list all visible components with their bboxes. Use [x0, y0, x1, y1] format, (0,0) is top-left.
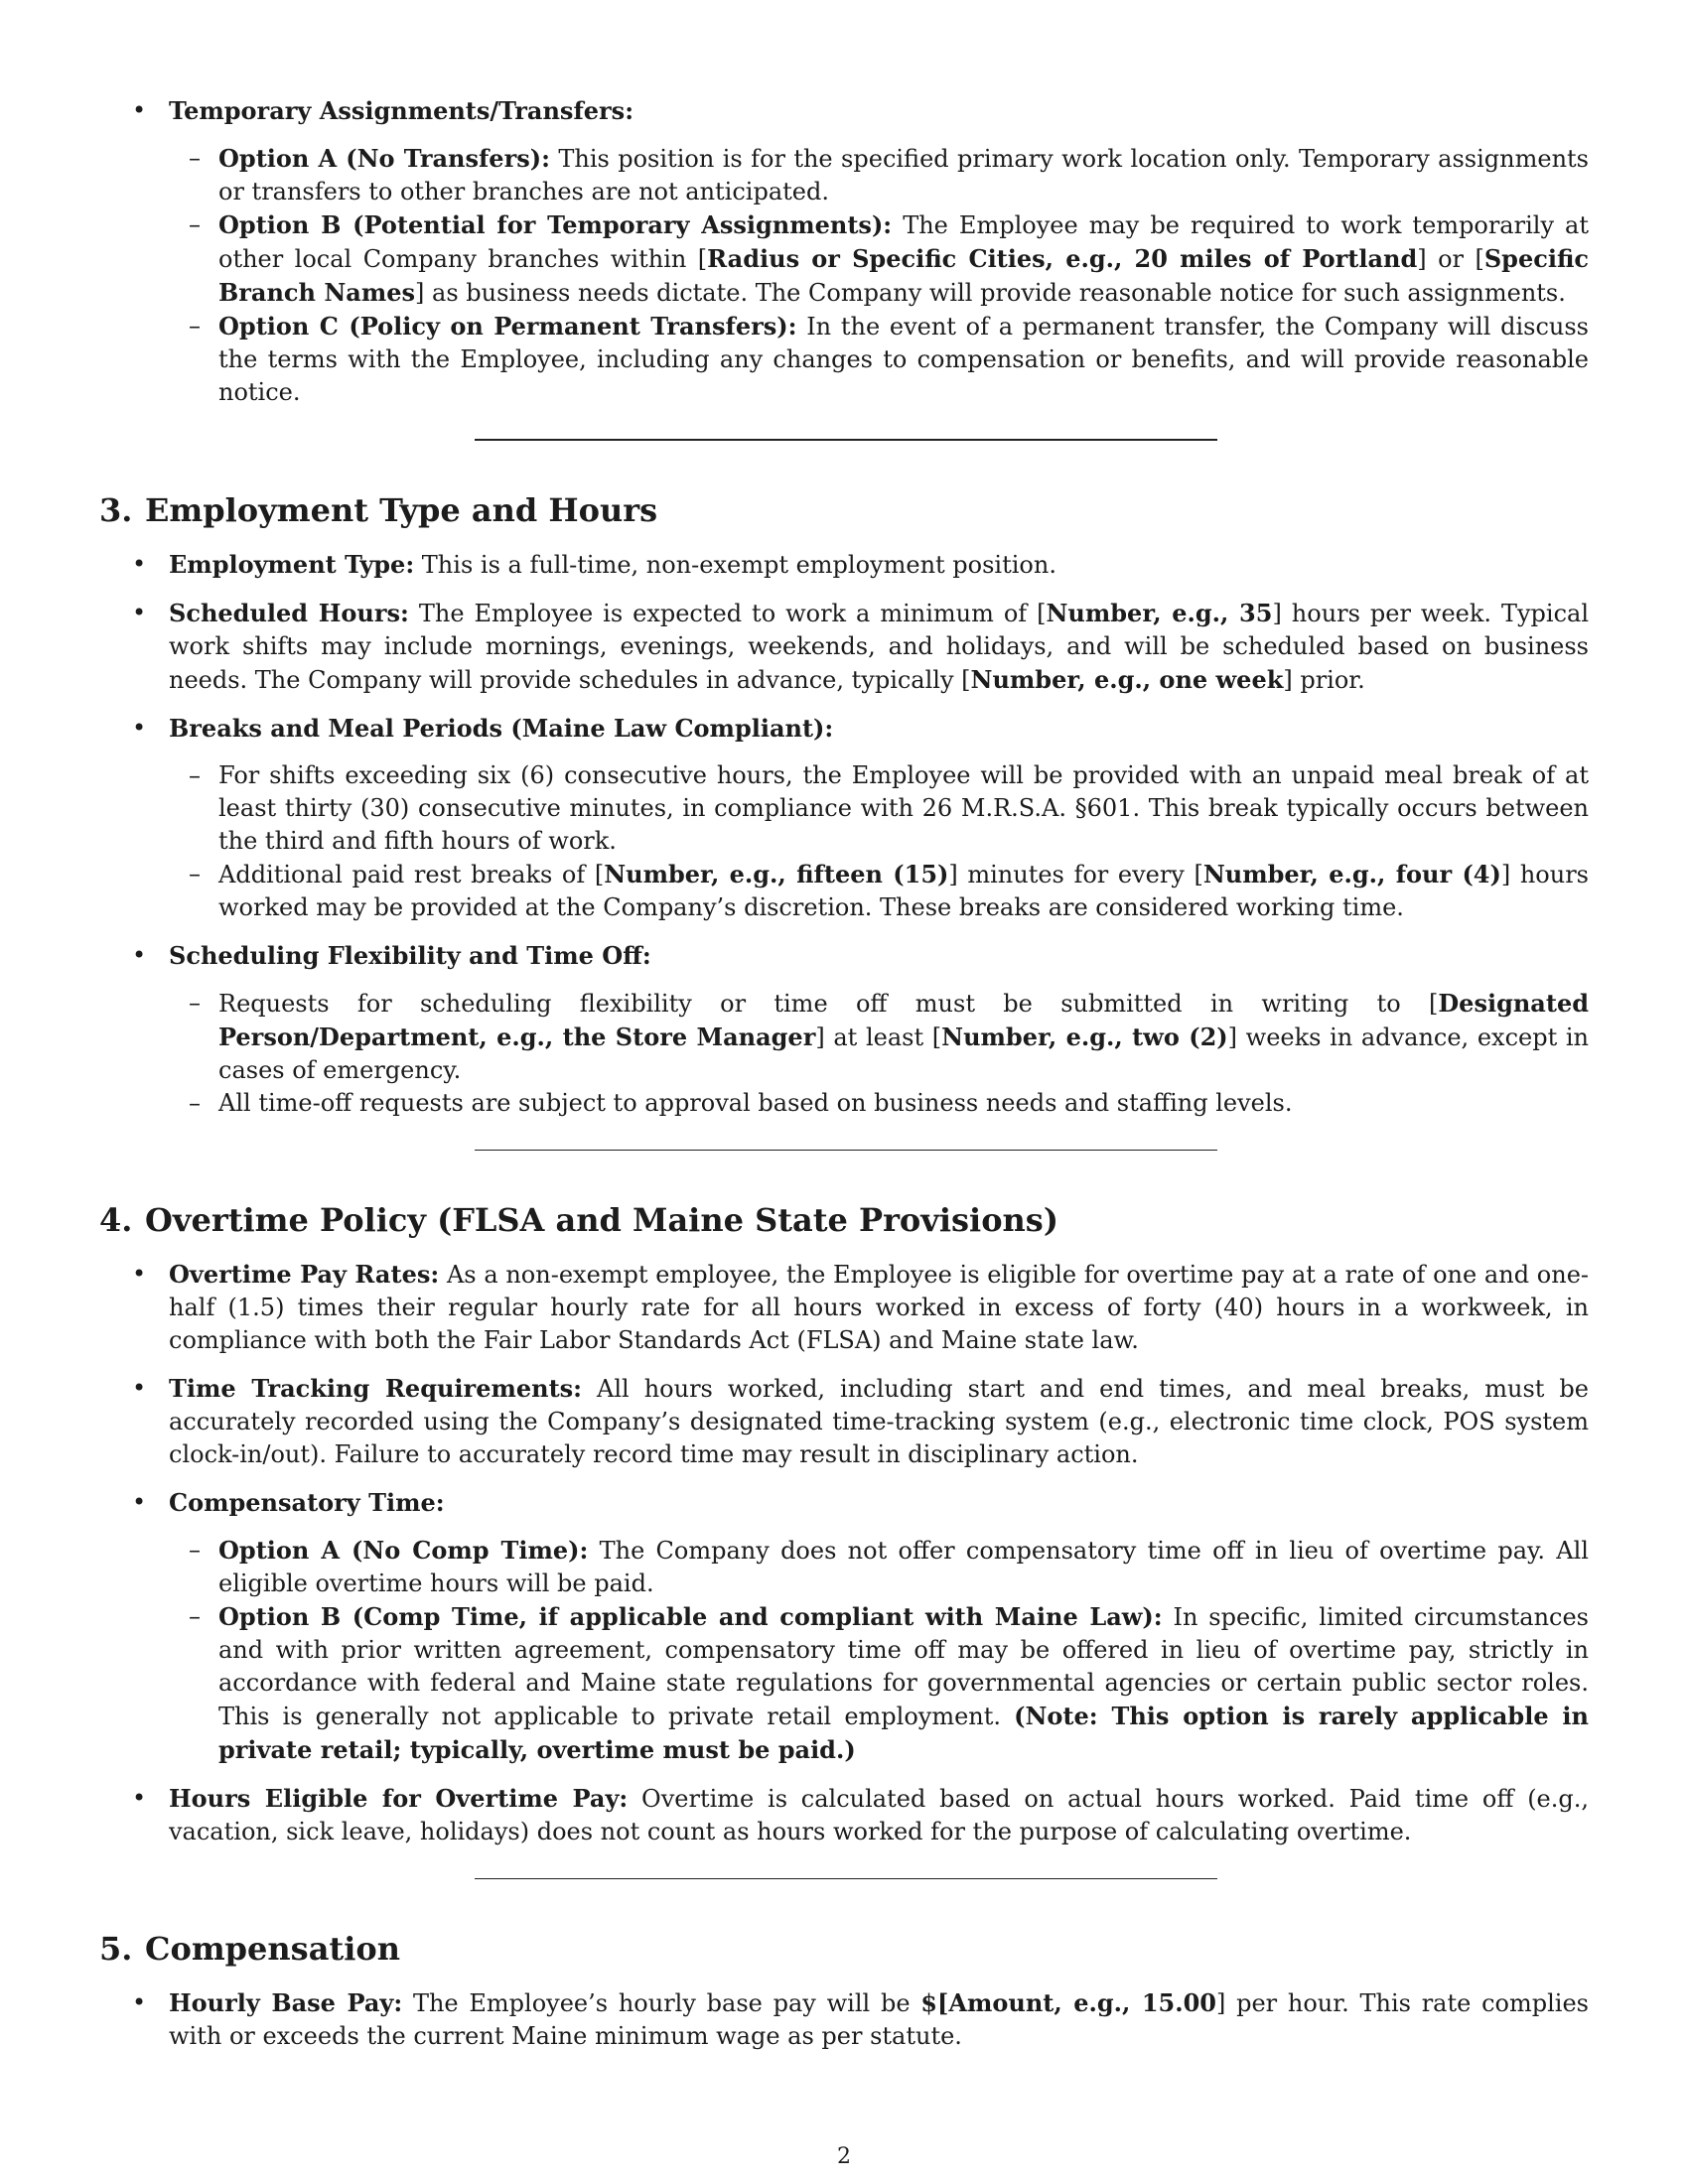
- list-item: [99, 939, 1589, 1120]
- placeholder-field: Number, e.g., one week: [970, 665, 1284, 694]
- item-label: Overtime Pay Rates:: [169, 1260, 440, 1289]
- list-item: [99, 1986, 1589, 2053]
- sub-list: [169, 759, 1589, 924]
- option-text: This position is for the specified primary work location only. Temporary assignments or transfers to other branches are not anticipated.: [218, 145, 1589, 205]
- list-item: [99, 94, 1589, 409]
- section-number: 5.: [99, 1930, 133, 1968]
- item-label: Scheduling Flexibility and Time Off:: [169, 941, 651, 970]
- option-label: Option B (Comp Time, if applicable and compliant with Maine Law):: [218, 1602, 1163, 1631]
- item-label: Hourly Base Pay:: [169, 1988, 403, 2017]
- note-text: (Note: This option is rarely applicable in private retail; typically, overtime must be paid.): [218, 1702, 1589, 1764]
- section-heading: [99, 490, 1589, 530]
- placeholder-field: Specific Branch Names: [218, 244, 1590, 307]
- option-text: The Company does not offer compensatory time off in lieu of overtime pay. All eligible overtime hours will be paid.: [218, 1537, 1589, 1597]
- list-item: [159, 1534, 1589, 1600]
- item-text: Overtime is calculated based on actual hours worked. Paid time off (e.g., vacation, sick leave, holidays) does not count as hours worked for the purpose of calculating overtime.: [169, 1785, 1590, 1845]
- option-label: Option A (No Transfers):: [218, 144, 550, 173]
- section-title: Overtime Policy (FLSA and Maine State Provisions): [145, 1201, 1058, 1239]
- item-text: All hours worked, including start and end times, and meal breaks, must be accurately recorded using the Company’s designated time-tracking system (e.g., electronic time clock, POS system clock-in/out). Failure to accurately record time may result in disciplinary action.: [169, 1375, 1589, 1468]
- placeholder-field: Number, e.g., fifteen (15): [604, 860, 949, 888]
- item-label: Time Tracking Requirements:: [169, 1374, 583, 1403]
- item-text: Additional paid rest breaks of [: [218, 861, 605, 888]
- item-label: Hours Eligible for Overtime Pay:: [169, 1784, 629, 1813]
- section-title: Employment Type and Hours: [145, 491, 658, 529]
- section-number: 4.: [99, 1201, 133, 1239]
- item-text: ] hours worked may be provided at the Company’s discretion. These breaks are considered working time.: [218, 861, 1589, 921]
- item-text: As a non-exempt employee, the Employee is eligible for overtime pay at a rate of one and one-half (1.5) times their regular hourly rate for all hours worked in excess of forty (40) hours in a workweek, in compliance with both the Fair Labor Standards Act (FLSA) and Maine state law.: [169, 1261, 1590, 1354]
- list-item: [159, 208, 1589, 310]
- placeholder-field: Number, e.g., two (2): [941, 1023, 1228, 1051]
- temp-assignments-label: Temporary Assignments/Transfers:: [169, 96, 634, 125]
- list-item: [99, 1258, 1589, 1357]
- item-text: ] minutes for every [: [948, 861, 1203, 888]
- item-text: The Employee is expected to work a minimum of [: [408, 600, 1047, 627]
- section3-list: [99, 548, 1589, 1120]
- list-item: [99, 1782, 1589, 1848]
- option-label: Option A (No Comp Time):: [218, 1536, 589, 1565]
- list-item: [99, 1486, 1589, 1767]
- list-item: [159, 1600, 1589, 1767]
- item-label: Employment Type:: [169, 550, 415, 579]
- list-item: [159, 759, 1589, 858]
- section4-list: [99, 1258, 1589, 1848]
- section-divider: [475, 439, 1217, 441]
- placeholder-field: Designated Person/Department, e.g., the Store Manager: [218, 989, 1589, 1051]
- item-text: ] prior.: [1283, 666, 1365, 694]
- list-item: [99, 548, 1589, 582]
- page-number: 2: [837, 2144, 851, 2169]
- list-item: [159, 310, 1589, 409]
- option-text: In the event of a permanent transfer, the Company will discuss the terms with the Employee, including any changes to compensation or benefits, and will provide reasonable notice.: [218, 313, 1589, 406]
- document-page: [99, 94, 1589, 2068]
- option-text: ] or [: [1417, 245, 1484, 273]
- section-divider: [475, 1878, 1217, 1879]
- placeholder-field: Number, e.g., 35: [1046, 599, 1273, 627]
- item-label: Breaks and Meal Periods (Maine Law Compliant):: [169, 714, 834, 743]
- item-text: ] at least [: [815, 1024, 942, 1051]
- section-title: Compensation: [145, 1930, 400, 1968]
- list-item: [159, 1087, 1589, 1120]
- list-item: [159, 142, 1589, 208]
- sub-list: [169, 142, 1589, 409]
- item-label: Compensatory Time:: [169, 1488, 445, 1517]
- section2-list: [99, 94, 1589, 409]
- section5-list: [99, 1986, 1589, 2053]
- option-text: The Employee may be required to work temporarily at other local Company branches within [: [218, 211, 1589, 273]
- item-text: ] weeks in advance, except in cases of emergency.: [218, 1024, 1590, 1084]
- item-text: ] hours per week. Typical work shifts may include mornings, evenings, weekends, and holidays, and will be scheduled based on business needs. The Company will provide schedules in advance, typically [: [169, 600, 1590, 694]
- item-text: This is a full-time, non-exempt employment position.: [414, 551, 1056, 579]
- list-item: [99, 712, 1589, 924]
- sub-list: [169, 1534, 1589, 1767]
- option-text: In specific, limited circumstances and with prior written agreement, compensatory time off may be offered in lieu of overtime pay, strictly in accordance with federal and Maine state regulations for governmental agencies or certain public sector roles. This is generally not applicable to private retail employment.: [218, 1603, 1589, 1730]
- item-label: Scheduled Hours:: [169, 599, 409, 627]
- list-item: [159, 858, 1589, 924]
- item-text: For shifts exceeding six (6) consecutive hours, the Employee will be provided with an unpaid meal break of at least thirty (30) consecutive minutes, in compliance with 26 M.R.S.A. §601. This break typically occurs between the third and fifth hours of work.: [218, 761, 1589, 855]
- option-text: ] as business needs dictate. The Company will provide reasonable notice for such assignments.: [415, 279, 1566, 307]
- section-divider: [475, 1150, 1217, 1151]
- section-heading: [99, 1929, 1589, 1969]
- option-label: Option C (Policy on Permanent Transfers):: [218, 312, 797, 341]
- item-text: ] per hour. This rate complies with or exceeds the current Maine minimum wage as per statute.: [169, 1989, 1589, 2050]
- item-text: All time-off requests are subject to approval based on business needs and staffing levels.: [218, 1089, 1293, 1117]
- item-text: Requests for scheduling flexibility or time off must be submitted in writing to [: [218, 990, 1439, 1018]
- list-item: [99, 1372, 1589, 1471]
- item-text: The Employee’s hourly base pay will be: [402, 1989, 921, 2017]
- placeholder-field: Number, e.g., four (4): [1202, 860, 1501, 888]
- sub-list: [169, 987, 1589, 1120]
- list-item: [159, 987, 1589, 1087]
- section-heading: [99, 1200, 1589, 1240]
- placeholder-field: Radius or Specific Cities, e.g., 20 miles of Portland: [707, 244, 1418, 273]
- section-number: 3.: [99, 491, 133, 529]
- placeholder-field: $[Amount, e.g., 15.00: [920, 1988, 1216, 2017]
- option-label: Option B (Potential for Temporary Assignments):: [218, 210, 893, 239]
- list-item: [99, 597, 1589, 697]
